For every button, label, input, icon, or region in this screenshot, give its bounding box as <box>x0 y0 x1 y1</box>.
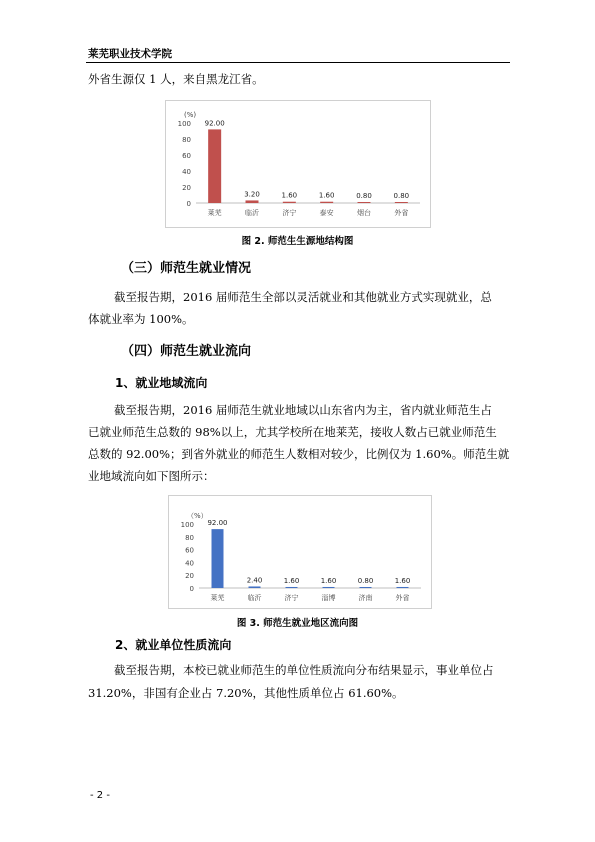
bar <box>246 200 259 203</box>
paragraph-regional-line4: 业地域流向如下图所示： <box>88 469 215 483</box>
bar <box>395 202 408 203</box>
paragraph-outside-province: 外省生源仅 1 人，来自黑龙江省。 <box>88 72 264 86</box>
bar <box>360 587 372 588</box>
data-label: 0.80 <box>393 192 410 200</box>
y-tick-label: 40 <box>182 168 191 176</box>
data-label: 92.00 <box>204 119 225 128</box>
figure-3-caption: 图 3. 师范生就业地区流向图 <box>236 618 359 629</box>
header-rule <box>86 62 510 63</box>
data-label: 1.60 <box>394 576 411 585</box>
paragraph-regional-line1: 截至报告期，2016 届师范生就业地域以山东省内为主，省内就业师范生占 <box>114 403 492 417</box>
bar <box>212 529 224 588</box>
x-tick-label: 外省 <box>395 594 410 602</box>
x-tick-label: 泰安 <box>319 209 334 217</box>
data-label: 92.00 <box>207 519 228 528</box>
y-tick-label: 20 <box>185 572 194 581</box>
x-tick-label: 济宁 <box>284 594 299 602</box>
bar <box>358 202 371 203</box>
bar <box>320 202 333 203</box>
paragraph-regional-line2: 已就业师范生总数的 98%以上，尤其学校所在地莱芜，接收人数占已就业师范生 <box>88 425 497 439</box>
data-label: 3.20 <box>244 190 260 199</box>
paragraph-regional-line3: 总数的 92.00%；到省外就业的师范生人数相对较少，比例仅为 1.60%。师范生就 <box>88 447 510 461</box>
x-tick-label: 烟台 <box>357 209 371 217</box>
chart-source-structure <box>165 100 431 228</box>
subheading-regional-flow: 1、就业地域流向 <box>115 376 208 390</box>
y-tick-label: 40 <box>185 559 194 568</box>
data-label: 1.60 <box>281 191 298 200</box>
x-tick-label: 莱芜 <box>210 594 225 602</box>
bar <box>397 587 409 588</box>
y-tick-label: 0 <box>189 585 194 593</box>
y-tick-label: 80 <box>182 136 191 144</box>
data-label: 2.40 <box>246 576 263 585</box>
data-label: 1.60 <box>320 576 337 585</box>
y-tick-label: 60 <box>185 546 194 555</box>
x-tick-label: 临沂 <box>247 594 262 602</box>
page-number: - 2 - <box>90 790 110 801</box>
bar <box>283 202 296 203</box>
bar <box>286 587 298 588</box>
subheading-unit-nature-flow: 2、就业单位性质流向 <box>115 638 232 652</box>
figure-2-caption: 图 2. 师范生生源地结构图 <box>241 236 354 247</box>
y-tick-label: 100 <box>180 521 194 529</box>
data-label: 1.60 <box>283 576 300 585</box>
x-tick-label: 莱芜 <box>207 209 222 217</box>
section-heading-employment-flow: （四）师范生就业流向 <box>121 344 252 359</box>
x-tick-label: 济南 <box>358 594 373 602</box>
chart-employment-region <box>168 495 432 609</box>
y-tick-label: 60 <box>182 152 191 160</box>
x-tick-label: 外省 <box>394 209 409 217</box>
paragraph-employment-rate-line2: 体就业率为 100%。 <box>88 312 194 326</box>
bar <box>323 587 335 588</box>
running-header: 莱芜职业技术学院 <box>88 48 172 60</box>
bar <box>208 129 221 203</box>
data-label: 0.80 <box>356 192 372 200</box>
data-label: 0.80 <box>357 577 374 585</box>
paragraph-employment-rate-line1: 截至报告期，2016 届师范生全部以灵活就业和其他就业方式实现就业，总 <box>114 290 492 304</box>
paragraph-unit-nature-line2: 31.20%，非国有企业占 7.20%，其他性质单位占 61.60%。 <box>88 686 404 700</box>
x-tick-label: 济宁 <box>282 209 297 217</box>
y-tick-label: 100 <box>177 120 191 128</box>
chart-employment-region-svg <box>169 496 431 608</box>
section-heading-employment-status: （三）师范生就业情况 <box>121 261 252 276</box>
chart-source-structure-svg <box>166 101 430 227</box>
x-tick-label: 临沂 <box>245 209 259 217</box>
y-tick-label: 20 <box>182 184 191 192</box>
y-unit-label: (%) <box>184 111 197 119</box>
bar <box>249 586 261 588</box>
x-tick-label: 淄博 <box>321 594 336 602</box>
data-label: 1.60 <box>318 191 335 200</box>
paragraph-unit-nature-line1: 截至报告期，本校已就业师范生的单位性质流向分布结果显示，事业单位占 <box>114 663 494 677</box>
y-tick-label: 80 <box>185 533 194 542</box>
y-tick-label: 0 <box>186 200 191 208</box>
y-unit-label: （%） <box>187 512 208 520</box>
